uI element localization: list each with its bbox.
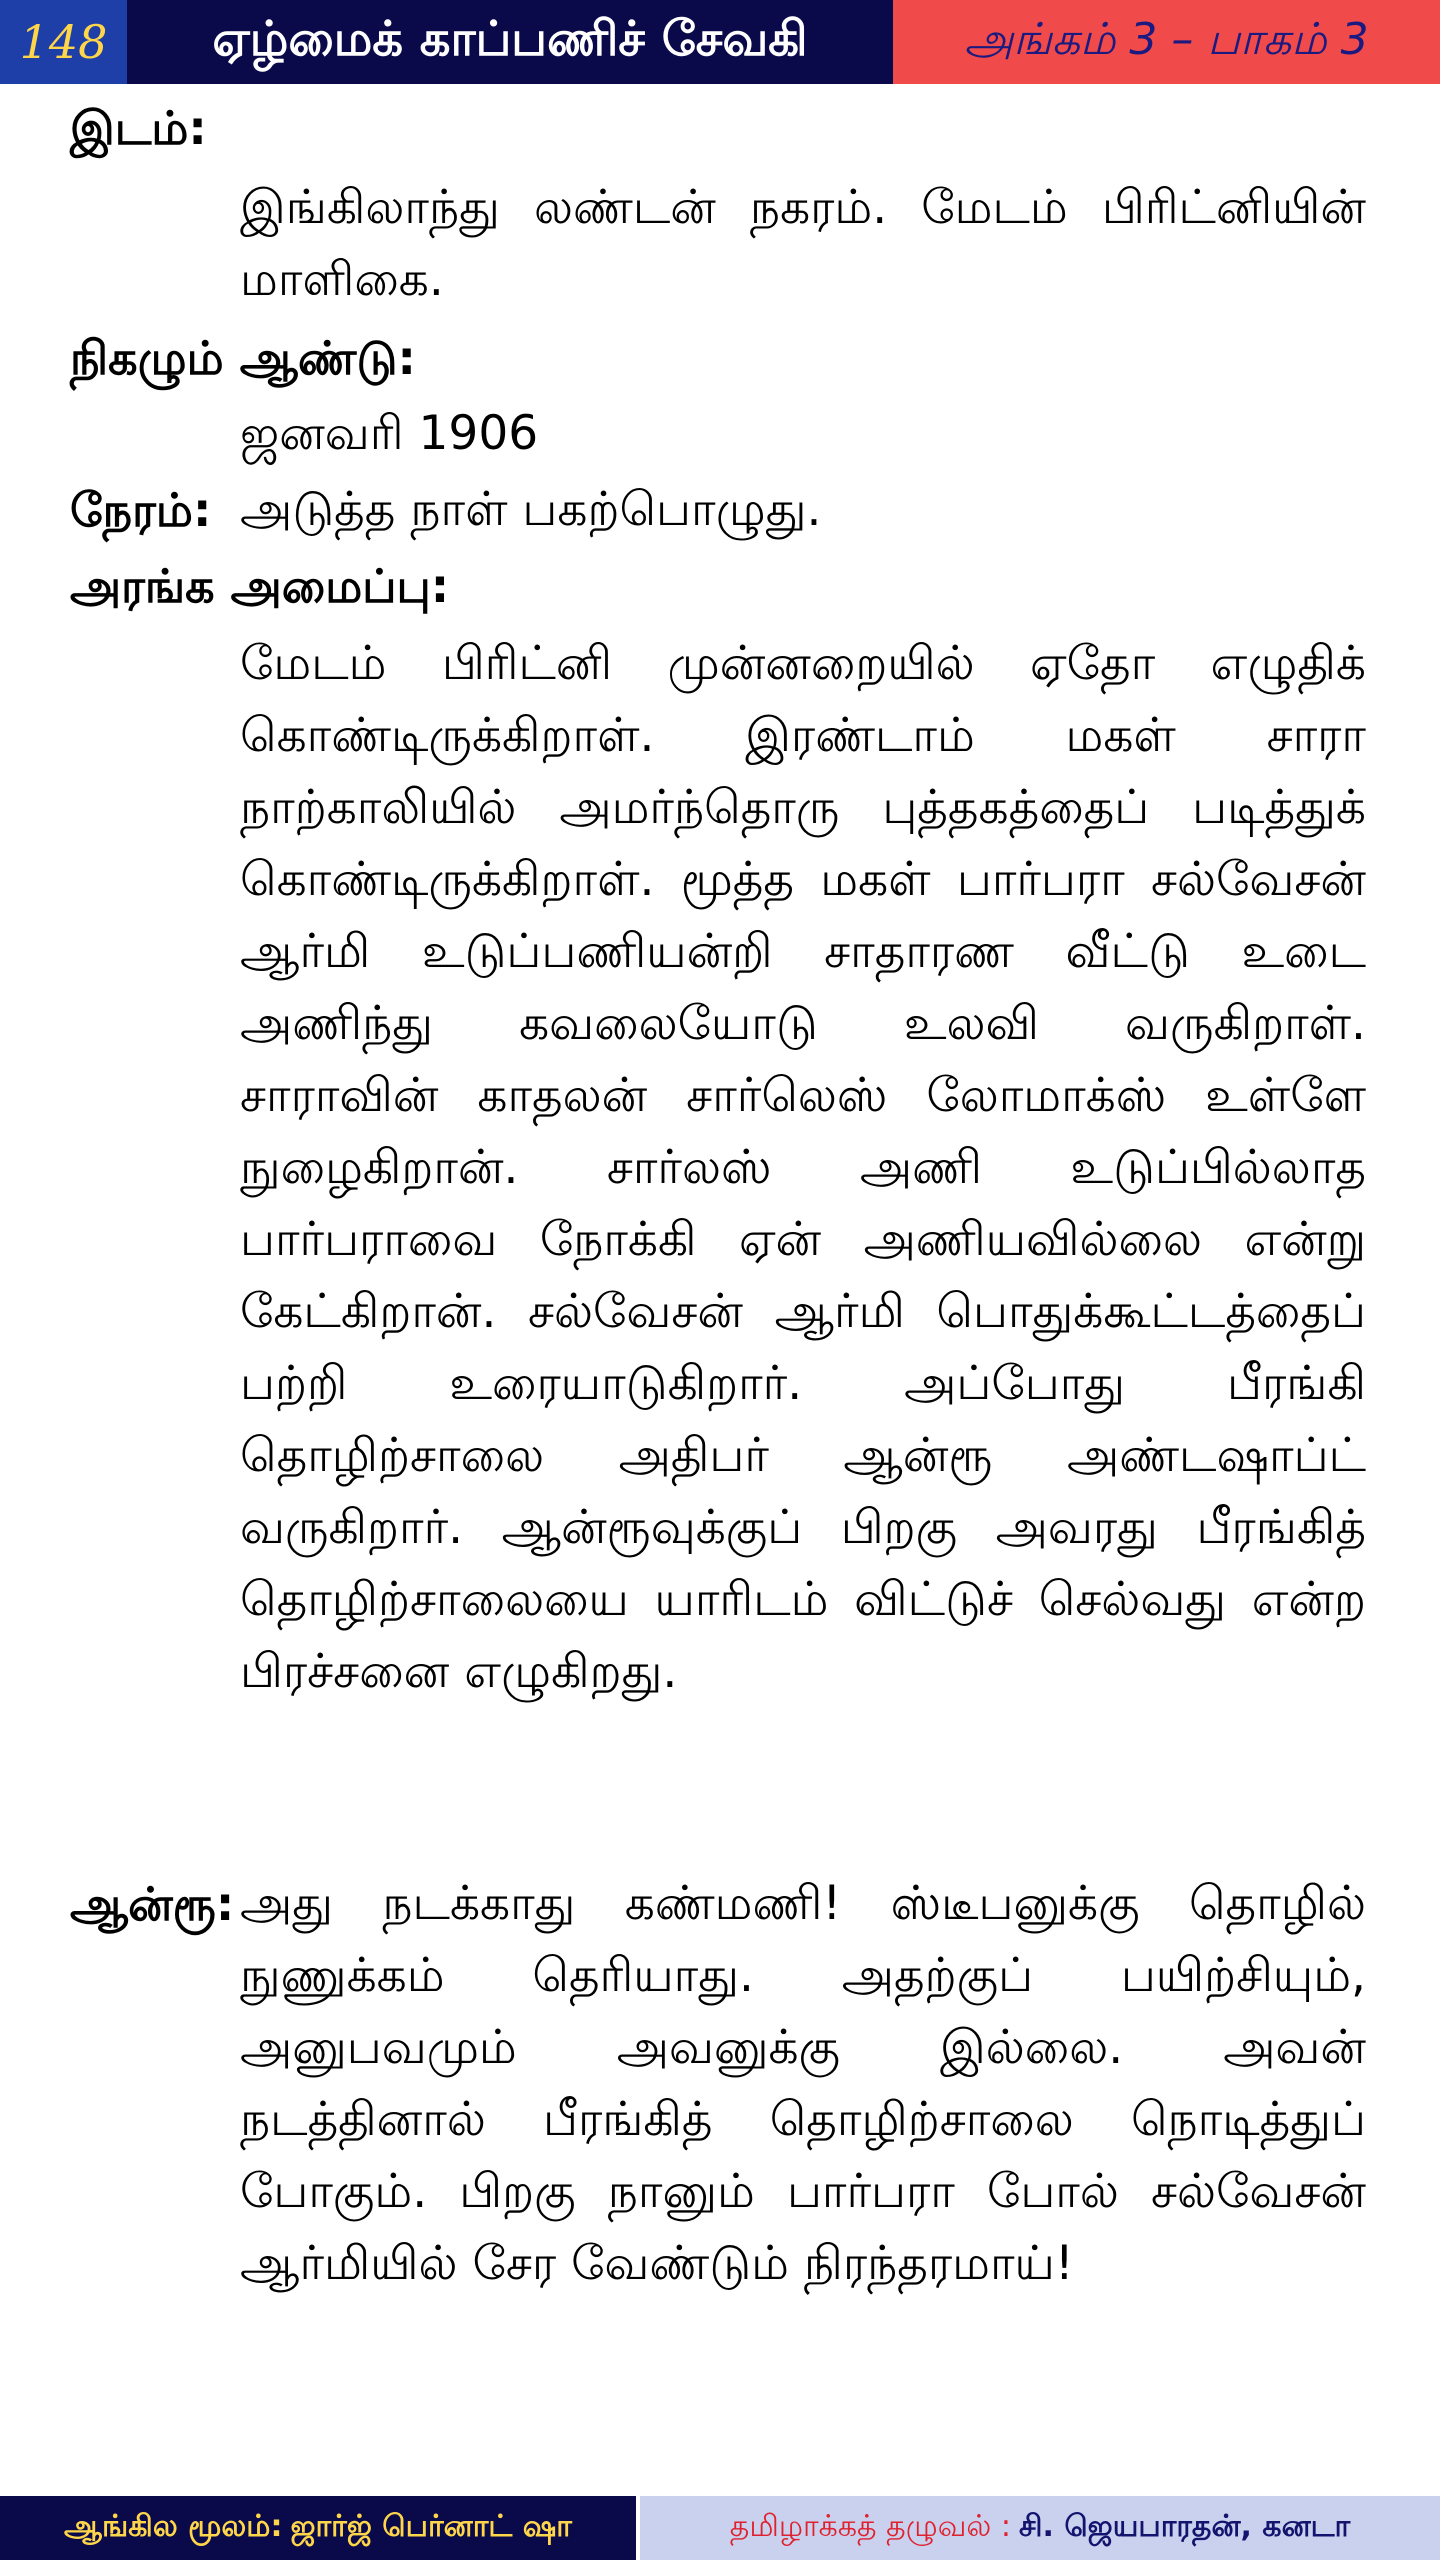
time-text: அடுத்த நாள் பகற்பொழுது. [240,482,822,537]
translation-label: தமிழாக்கத் தழுவல் : [729,2508,1011,2544]
dialogue-text: அது நடக்காது கண்மணி! ஸ்டீபனுக்கு தொழில் நுணுக்கம் தெரியாது. அதற்குப் பயிற்சியும், அனுபவமும் அவனுக்கு இல்லை. அவன் நடத்தினால் பீரங்கித் தொழிற்சாலை நொடித்துப் போகும். பிறகு நானும் பார்பரா போல் சல்வேசன் ஆர்மியில் சேர வேண்டும் நிரந்தரமாய்! [240,1876,1366,2291]
page-number: 148 [0,0,127,84]
source-label: ஆங்கில மூலம்: [64,2508,283,2544]
setting-label: அரங்க அமைப்பு: [70,559,450,613]
place-label: இடம்: [70,101,207,155]
book-title: ஏழ்மைக் காப்பணிச் சேவகி [127,0,893,84]
translator-name: சி. ஜெயபாரதன், கனடா [1018,2508,1351,2544]
source-credit [0,2496,636,2560]
year-text: ஜனவரி 1906 [240,406,539,461]
translation-credit [640,2496,1440,2560]
time-label: நேரம்: [70,483,212,537]
page-footer [0,2496,1440,2560]
year-label: நிகழும் ஆண்டு: [70,331,416,385]
source-author: ஜார்ஜ் பெர்னாட் ஷா [290,2508,572,2544]
act-scene-label: அங்கம் 3 – பாகம் 3 [893,0,1440,84]
page-header [0,0,1440,84]
setting-text: மேடம் பிரிட்னி முன்னறையில் ஏதோ எழுதிக் கொண்டிருக்கிறாள். இரண்டாம் மகள் சாரா நாற்காலியில் அமர்ந்தொரு புத்தகத்தைப் படித்துக் கொண்டிருக்கிறாள். மூத்த மகள் பார்பரா சல்வேசன் ஆர்மி உடுப்பணியன்றி சாதாரண வீட்டு உடை அணிந்து கவலையோடு உலவி வருகிறாள். சாராவின் காதலன் சார்லெஸ் லோமாக்ஸ் உள்ளே நுழைகிறான். சார்லஸ் அணி உடுப்பில்லாத பார்பராவை நோக்கி ஏன் அணியவில்லை என்று கேட்கிறான். சல்வேசன் ஆர்மி பொதுக்கூட்டத்தைப் பற்றி உரையாடுகிறார். அப்போது பீரங்கி தொழிற்சாலை அதிபர் ஆன்ரூ அண்டஷாப்ட் வருகிறார். ஆன்ரூவுக்குப் பிறகு அவரது பீரங்கித் தொழிற்சாலையை யாரிடம் விட்டுச் செல்வது என்ற பிரச்சனை எழுகிறது. [240,636,1366,1699]
place-text: இங்கிலாந்து லண்டன் நகரம். மேடம் பிரிட்னியின் மாளிகை. [240,180,1366,307]
speaker-label: ஆன்ரூ: [70,1877,235,1931]
